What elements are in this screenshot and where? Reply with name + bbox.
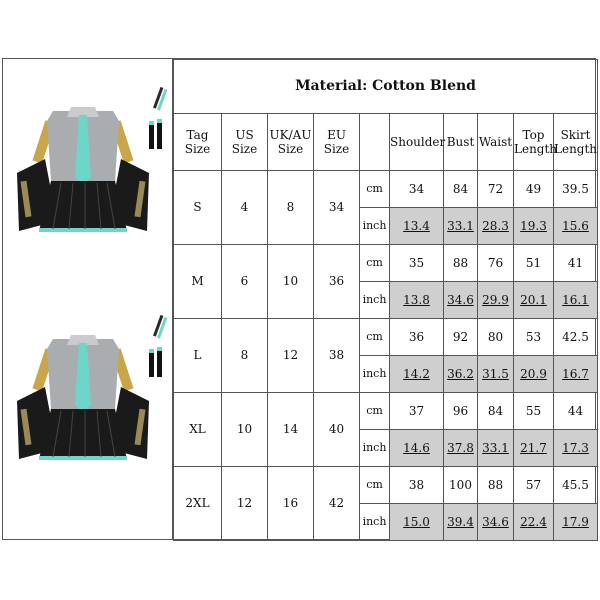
eu-size-cell: 34 (314, 171, 360, 245)
table-row (174, 245, 598, 282)
cm-value-cell: 36 (390, 319, 444, 356)
inch-value-cell (390, 430, 444, 467)
cm-value-cell: 38 (390, 467, 444, 504)
inch-value: 15.6 (562, 218, 589, 233)
unit-cm-cell: cm (360, 467, 390, 504)
us-size-cell: 8 (222, 319, 268, 393)
cm-value-cell: 44 (554, 393, 598, 430)
inch-value-cell (554, 504, 598, 541)
inch-value: 14.6 (403, 440, 430, 455)
costume-outfit-icon (9, 309, 169, 469)
cm-value-cell: 41 (554, 245, 598, 282)
inch-value: 17.9 (562, 514, 589, 529)
inch-value-cell (390, 356, 444, 393)
us-size-cell: 6 (222, 245, 268, 319)
header-ukau-size: UK/AU Size (268, 114, 314, 171)
inch-value-cell (554, 282, 598, 319)
us-size-cell: 4 (222, 171, 268, 245)
cm-value-cell: 55 (514, 393, 554, 430)
cm-value-cell: 51 (514, 245, 554, 282)
inch-value-cell (444, 504, 478, 541)
inch-value: 14.2 (403, 366, 430, 381)
tag-size-cell: S (174, 171, 222, 245)
cm-value-cell: 88 (444, 245, 478, 282)
inch-value-cell (478, 282, 514, 319)
unit-cm-cell: cm (360, 319, 390, 356)
table-row (174, 467, 598, 504)
header-unit (360, 114, 390, 171)
inch-value-cell (444, 282, 478, 319)
tag-size-cell: L (174, 319, 222, 393)
us-size-cell: 12 (222, 467, 268, 541)
ukau-size-cell: 14 (268, 393, 314, 467)
header-skirt-length: Skirt Length (554, 114, 598, 171)
inch-value: 34.6 (447, 292, 474, 307)
unit-inch-cell: inch (360, 282, 390, 319)
inch-value-cell (478, 208, 514, 245)
header-bust: Bust (444, 114, 478, 171)
cm-value-cell: 72 (478, 171, 514, 208)
eu-size-cell: 36 (314, 245, 360, 319)
cm-value-cell: 84 (444, 171, 478, 208)
inch-value-cell (554, 430, 598, 467)
inch-value: 20.9 (520, 366, 547, 381)
inch-value-cell (444, 430, 478, 467)
inch-value-cell (390, 282, 444, 319)
us-size-cell: 10 (222, 393, 268, 467)
unit-inch-cell: inch (360, 356, 390, 393)
cm-value-cell: 39.5 (554, 171, 598, 208)
inch-value-cell (478, 504, 514, 541)
cm-value-cell: 35 (390, 245, 444, 282)
header-eu-size: EU Size (314, 114, 360, 171)
inch-value-cell (554, 208, 598, 245)
ukau-size-cell: 8 (268, 171, 314, 245)
unit-cm-cell: cm (360, 245, 390, 282)
cm-value-cell: 92 (444, 319, 478, 356)
header-tag-size: Tag Size (174, 114, 222, 171)
inch-value: 36.2 (447, 366, 474, 381)
eu-size-cell: 42 (314, 467, 360, 541)
inch-value-cell (554, 356, 598, 393)
ukau-size-cell: 16 (268, 467, 314, 541)
inch-value-cell (390, 208, 444, 245)
costume-outfit-drawing (9, 309, 169, 469)
inch-value: 34.6 (482, 514, 509, 529)
inch-value: 31.5 (482, 366, 509, 381)
unit-inch-cell: inch (360, 430, 390, 467)
size-chart-frame (2, 58, 596, 540)
cm-value-cell: 100 (444, 467, 478, 504)
inch-value: 28.3 (482, 218, 509, 233)
product-images-panel (3, 59, 173, 539)
inch-value-cell (514, 282, 554, 319)
inch-value-cell (444, 356, 478, 393)
eu-size-cell: 40 (314, 393, 360, 467)
cm-value-cell: 49 (514, 171, 554, 208)
header-waist: Waist (478, 114, 514, 171)
inch-value-cell (444, 208, 478, 245)
inch-value-cell (514, 430, 554, 467)
inch-value-cell (514, 356, 554, 393)
unit-cm-cell: cm (360, 393, 390, 430)
inch-value: 13.4 (403, 218, 430, 233)
cm-value-cell: 37 (390, 393, 444, 430)
costume-outfit-icon (9, 81, 169, 241)
table-row (174, 171, 598, 208)
cm-value-cell: 34 (390, 171, 444, 208)
inch-value: 16.7 (562, 366, 589, 381)
tag-size-cell: 2XL (174, 467, 222, 541)
tag-size-cell: M (174, 245, 222, 319)
inch-value: 39.4 (447, 514, 474, 529)
inch-value: 13.8 (403, 292, 430, 307)
unit-cm-cell: cm (360, 171, 390, 208)
header-shoulder: Shoulder (390, 114, 444, 171)
cm-value-cell: 84 (478, 393, 514, 430)
table-row (174, 319, 598, 356)
inch-value: 19.3 (520, 218, 547, 233)
header-us-size: US Size (222, 114, 268, 171)
inch-value: 33.1 (482, 440, 509, 455)
cm-value-cell: 42.5 (554, 319, 598, 356)
size-chart-table (173, 59, 598, 541)
eu-size-cell: 38 (314, 319, 360, 393)
ukau-size-cell: 10 (268, 245, 314, 319)
inch-value-cell (478, 430, 514, 467)
cm-value-cell: 45.5 (554, 467, 598, 504)
inch-value: 21.7 (520, 440, 547, 455)
inch-value: 17.3 (562, 440, 589, 455)
cm-value-cell: 80 (478, 319, 514, 356)
cm-value-cell: 57 (514, 467, 554, 504)
cm-value-cell: 76 (478, 245, 514, 282)
material-title: Material: Cotton Blend (174, 60, 598, 114)
cm-value-cell: 96 (444, 393, 478, 430)
ukau-size-cell: 12 (268, 319, 314, 393)
inch-value: 37.8 (447, 440, 474, 455)
header-top-length: Top Length (514, 114, 554, 171)
tag-size-cell: XL (174, 393, 222, 467)
inch-value: 20.1 (520, 292, 547, 307)
table-row (174, 393, 598, 430)
inch-value: 29.9 (482, 292, 509, 307)
costume-outfit-drawing (9, 81, 169, 241)
unit-inch-cell: inch (360, 504, 390, 541)
inch-value-cell (514, 208, 554, 245)
inch-value-cell (514, 504, 554, 541)
size-rows (174, 171, 598, 541)
inch-value-cell (478, 356, 514, 393)
inch-value: 15.0 (403, 514, 430, 529)
inch-value: 16.1 (562, 292, 589, 307)
cm-value-cell: 53 (514, 319, 554, 356)
cm-value-cell: 88 (478, 467, 514, 504)
inch-value: 33.1 (447, 218, 474, 233)
inch-value-cell (390, 504, 444, 541)
unit-inch-cell: inch (360, 208, 390, 245)
inch-value: 22.4 (520, 514, 547, 529)
